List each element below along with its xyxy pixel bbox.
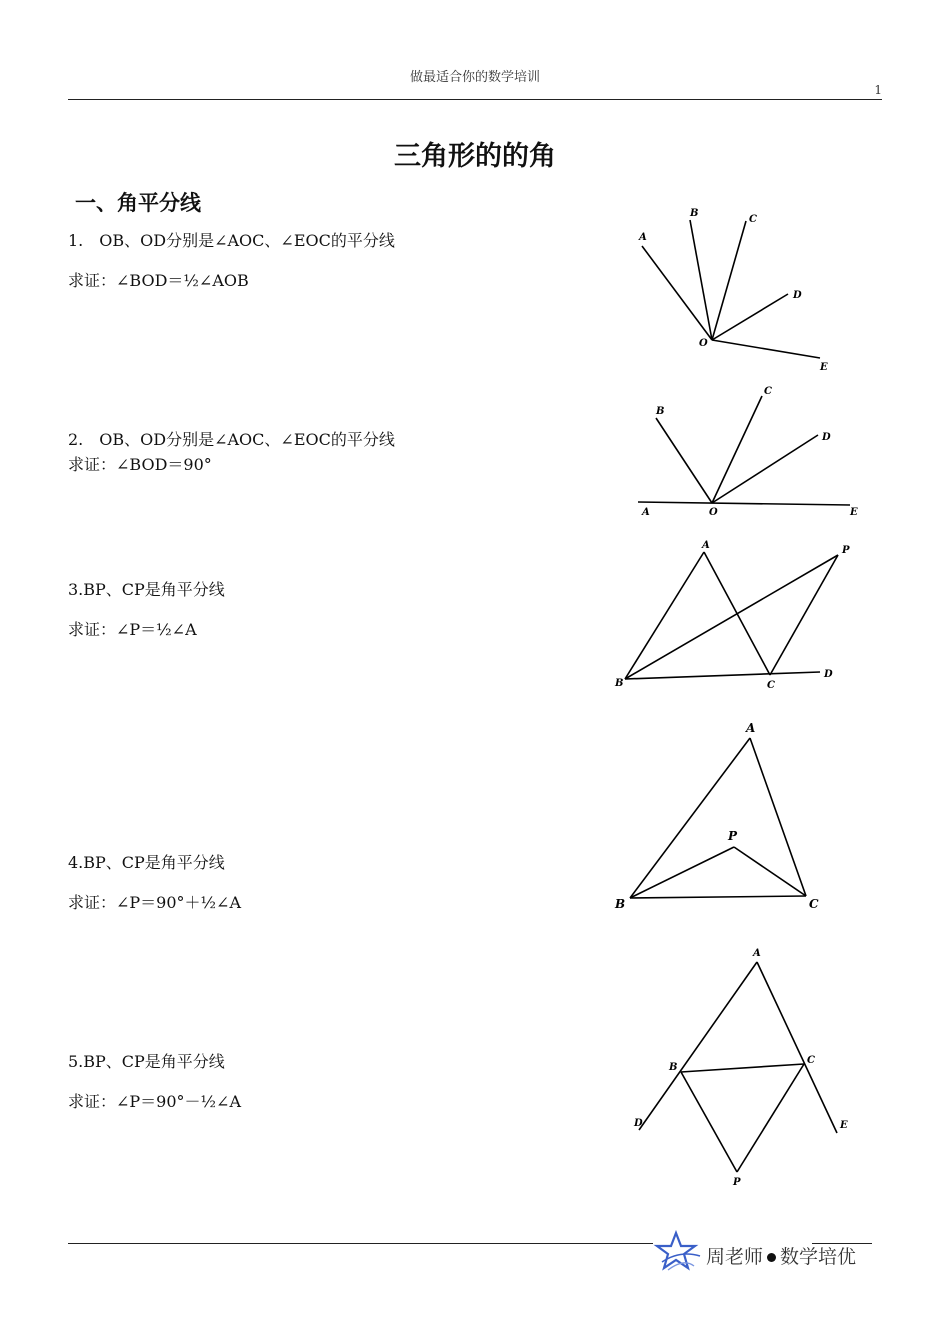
fig5-label-b: B [669,1062,678,1073]
fig1-label-c: C [749,214,757,225]
problem-4-proof: 求证：∠P＝90°＋½∠A [68,893,242,912]
fig5-side-bc [681,1064,804,1072]
fig5-line-abd [639,962,757,1130]
fig1-label-a: A [639,232,647,243]
fig3-label-b: B [615,678,624,689]
figure-3 [614,540,850,691]
brand-name: 周老师 [706,1246,764,1268]
fig3-label-d: D [824,669,833,680]
fig1-label-o: O [699,338,708,349]
fig1-label-b: B [690,208,699,219]
fig5-label-c: C [807,1055,815,1066]
fig2-label-d: D [822,432,831,443]
fig5-label-d: D [634,1118,643,1129]
fig5-line-cp [737,1064,804,1172]
footer-divider [68,1243,653,1244]
problem-5-statement: 5.BP、CP是角平分线 [68,1052,225,1071]
figure-1 [638,208,828,373]
problem-2-proof: 求证：∠BOD＝90° [68,455,212,474]
problem-2-statement: 2. OB、OD分别是∠AOC、∠EOC的平分线 [68,430,395,449]
problem-3-statement: 3.BP、CP是角平分线 [68,580,225,599]
brand-tagline: 数学培优 [780,1246,857,1268]
fig4-line-bp [630,847,734,898]
fig1-ray-ob [690,220,712,340]
fig4-line-cp [734,847,806,896]
problem-1-proof: 求证：∠BOD＝½∠AOB [68,271,249,290]
fig3-side-ab [625,552,704,679]
page-number: 1 [874,83,882,97]
fig3-label-a: A [702,540,710,551]
fig3-line-bcd [625,672,820,679]
fig2-label-e: E [850,507,858,518]
figure-4 [614,721,819,911]
fig2-label-o: O [709,507,718,518]
problem-5-proof: 求证：∠P＝90°－½∠A [68,1092,242,1111]
fig2-label-a: A [642,507,650,518]
fig3-label-p: P [842,545,850,556]
problem-1-statement: 1. OB、OD分别是∠AOC、∠EOC的平分线 [68,231,395,250]
fig4-label-p: P [728,829,738,843]
footer-brand [706,1242,856,1269]
fig4-label-a: A [746,721,756,735]
fig4-label-c: C [809,897,819,911]
fig3-line-cp [770,555,838,675]
fig1-ray-oa [642,246,712,340]
fig1-label-d: D [793,290,802,301]
fig2-label-b: B [656,406,665,417]
fig5-label-e: E [840,1120,848,1131]
fig1-label-e: E [820,362,828,373]
fig4-label-b: B [615,897,626,911]
figure-5 [633,948,848,1188]
section-heading: 一、角平分线 [75,191,201,215]
page-title: 三角形的的角 [394,141,556,172]
problem-3-proof: 求证：∠P＝½∠A [68,620,197,639]
fig3-line-bp [625,555,838,679]
fig5-line-bp [681,1072,737,1172]
fig5-label-p: P [733,1177,741,1188]
fig4-side-ab [630,738,750,898]
fig1-ray-oe [712,340,820,358]
star-logo-icon [657,1233,700,1270]
problem-4-statement: 4.BP、CP是角平分线 [68,853,225,872]
fig5-label-a: A [753,948,761,959]
fig4-side-ac [750,738,806,896]
brand-separator-dot [767,1253,776,1262]
fig2-line-aoe [638,502,850,505]
fig2-ray-ob [656,418,712,503]
figure-2 [638,386,858,518]
fig2-label-c: C [764,386,772,397]
header-text: 做最适合你的数学培训 [409,70,540,85]
fig3-label-c: C [767,680,775,691]
fig4-side-bc [630,896,806,898]
fig5-line-ace [757,962,837,1133]
